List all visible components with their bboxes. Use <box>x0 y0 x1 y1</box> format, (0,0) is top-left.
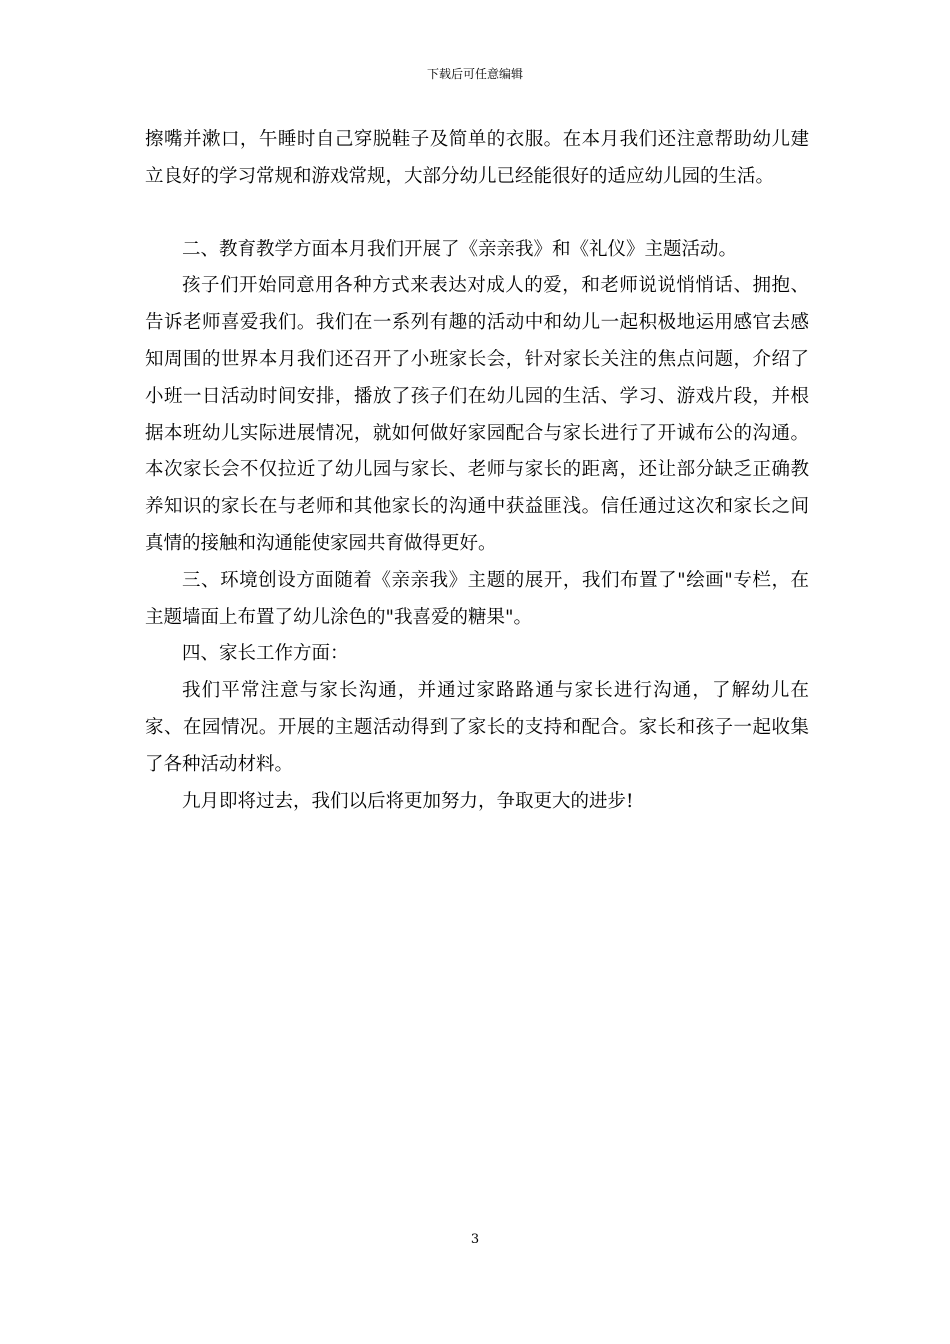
paragraph-section-2-heading: 二、教育教学方面本月我们开展了《亲亲我》和《礼仪》主题活动。 <box>182 238 738 260</box>
paragraph-section-4-body: 我们平常注意与家长沟通，并通过家路路通与家长进行沟通，了解幼儿在家、在园情况。开展的主题活动得到了家长的支持和配合。家长和孩子一起收集了各种活动材料。 <box>145 680 809 775</box>
document-body <box>145 122 809 820</box>
paragraph-closing: 九月即将过去，我们以后将更加努力，争取更大的进步! <box>182 790 634 812</box>
paragraph-spacer <box>145 196 809 232</box>
paragraph-continuation: 擦嘴并漱口，午睡时自己穿脱鞋子及简单的衣服。在本月我们还注意帮助幼儿建立良好的学习常规和游戏常规，大部分幼儿已经能很好的适应幼儿园的生活。 <box>145 129 809 187</box>
paragraph-section-3: 三、环境创设方面随着《亲亲我》主题的展开，我们布置了"绘画"专栏，在主题墙面上布置了幼儿涂色的"我喜爱的糖果"。 <box>145 569 809 628</box>
page-header: 下载后可任意编辑 <box>426 67 523 81</box>
paragraph-section-4-heading: 四、家长工作方面： <box>182 643 349 665</box>
paragraph-section-2-body: 孩子们开始同意用各种方式来表达对成人的爱，和老师说说悄悄话、拥抱、告诉老师喜爱我们。我们在一系列有趣的活动中和幼儿一起积极地运用感官去感知周围的世界本月我们还召开了小班家长会，针对家长关注的焦点问题，介绍了小班一日活动时间安排，播放了孩子们在幼儿园的生活、学习、游戏片段，并根据本班幼儿实际进展情况，就如何做好家园配合与家长进行了开诚布公的沟通。本次家长会不仅拉近了幼儿园与家长、老师与家长的距离，还让部分缺乏正确教养知识的家长在与老师和其他家长的沟通中获益匪浅。信任通过这次和家长之间真情的接触和沟通能使家园共育做得更好。 <box>145 275 809 554</box>
page-number: 3 <box>470 1232 480 1247</box>
